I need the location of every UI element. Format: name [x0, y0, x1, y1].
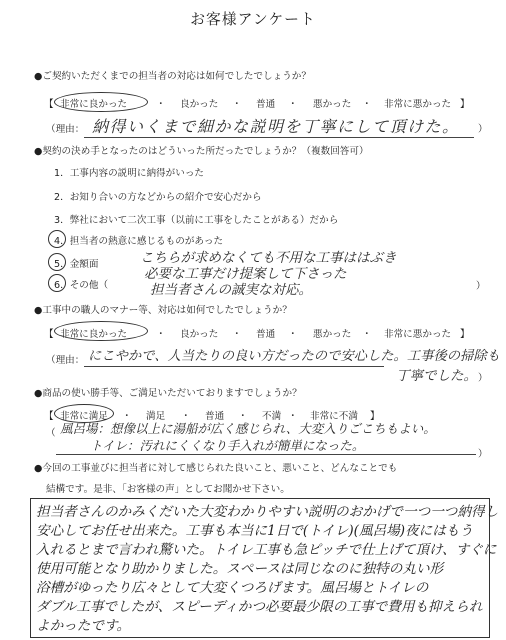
q4-reason-underline: [56, 454, 476, 455]
q3-sep-1: ・: [156, 329, 166, 340]
q4-sep-4: ・: [288, 411, 298, 422]
q1-reason-text: 納得いくまで細かな説明を丁寧にして頂けた。: [92, 117, 460, 136]
question-3: ●工事中の職人のマナー等、対応は如何でしたでしょうか？: [34, 305, 292, 316]
q2-note-line-2: 必要な工事だけ提案して下さった: [144, 266, 347, 282]
question-5: ●今回の工事並びに担当者に対して感じられた良いこと、悪いこと、どんなことでも: [34, 463, 398, 474]
q3-close-paren: ）: [478, 373, 488, 384]
q3-sep-2: ・: [232, 329, 242, 340]
answer-line-6: ダブル工事でしたが、スピーディかつ必要最少限の工事で費用も抑えられ: [36, 599, 483, 615]
q2-item-4[interactable]: 4．担当者の熱意に感じるものがあった: [54, 236, 224, 247]
q2-close-paren: ）: [476, 281, 486, 292]
q1-option-4[interactable]: 悪かった: [313, 99, 352, 110]
answer-line-1: 担当者さんのかみくだいた大変わかりやすい説明のおかげで一つ一つ納得し: [36, 504, 499, 520]
question-5-line-2: 結構です。是非、「お客様の声」としてお聞かせ下さい。: [46, 484, 290, 495]
q3-reason-underline: [84, 366, 384, 367]
q4-sep-3: ・: [238, 411, 248, 422]
q3-reason-line-1: にこやかで、人当たりの良い方だったので安心した。工事後の掃除も: [88, 349, 500, 364]
q3-close-bracket: 】: [460, 329, 470, 340]
q3-reason-line-2: 丁寧でした。: [396, 368, 477, 384]
answer-line-7: よかったです。: [36, 618, 131, 634]
q1-sep-4: ・: [362, 99, 372, 110]
q4-open-paren: （: [46, 428, 56, 439]
q1-reason-label: （理由：: [46, 124, 85, 135]
q1-close-bracket: 】: [460, 99, 470, 110]
q3-option-1[interactable]: 非常に良かった: [60, 329, 128, 340]
answer-line-4: 使用可能となり助かりました。スペースは同じなのに独特の丸い形: [36, 561, 444, 577]
q2-note-line-3: 担当者さんの誠実な対応。: [150, 282, 312, 298]
q1-sep-1: ・: [156, 99, 166, 110]
q3-reason-label: （理由：: [46, 355, 85, 366]
q2-item-3[interactable]: 3．弊社において二次工事（以前に工事をしたことがある）だから: [54, 215, 339, 226]
q2-item-1[interactable]: 1．工事内容の説明に納得がいった: [54, 168, 205, 179]
q1-option-5[interactable]: 非常に悪かった: [384, 99, 452, 110]
q3-option-3[interactable]: 普通: [256, 329, 276, 340]
q4-option-3[interactable]: 普通: [205, 411, 225, 422]
q4-sep-2: ・: [181, 411, 191, 422]
q3-sep-3: ・: [288, 329, 298, 340]
answer-line-5: 浴槽がゆったり広々として大変くつろげます。風呂場とトイレの: [36, 580, 429, 596]
q1-sep-3: ・: [288, 99, 298, 110]
question-2: ●契約の決め手となったのはどういった所だったでしょうか？（複数回答可）: [34, 146, 369, 157]
q1-close-paren: ）: [478, 124, 488, 135]
q2-item-5[interactable]: 5．金額面: [54, 259, 99, 270]
q4-sep-1: ・: [122, 411, 132, 422]
question-4: ●商品の使い勝手等、ご満足いただいておりますでしょうか？: [34, 388, 302, 399]
q3-open-bracket: 【: [44, 329, 54, 340]
q3-option-5[interactable]: 非常に悪かった: [384, 329, 452, 340]
q1-reason-underline: [84, 137, 474, 138]
q2-item-2[interactable]: 2．お知り合いの方などからの紹介で安心だから: [54, 192, 262, 203]
q1-option-3[interactable]: 普通: [256, 99, 276, 110]
q4-option-1[interactable]: 非常に満足: [60, 411, 108, 422]
q1-open-bracket: 【: [44, 99, 54, 110]
q2-item-6[interactable]: 6．その他（: [54, 280, 109, 291]
answer-line-3: 入れるとまで言われ驚いた。トイレ工事も急ピッチで仕上げて頂け、すぐに: [36, 542, 497, 558]
q3-sep-4: ・: [362, 329, 372, 340]
q1-option-1[interactable]: 非常に良かった: [60, 99, 128, 110]
q4-option-2[interactable]: 満足: [146, 411, 166, 422]
q1-option-2[interactable]: 良かった: [180, 99, 219, 110]
q4-close-paren: ）: [478, 449, 488, 460]
q4-close-bracket: 】: [370, 411, 380, 422]
q4-option-4[interactable]: 不満: [262, 411, 282, 422]
q1-sep-2: ・: [232, 99, 242, 110]
page-title: お客様アンケート: [190, 11, 316, 28]
q4-reason-line-2: トイレ：汚れにくくなり手入れが簡単になった。: [90, 438, 365, 453]
q4-reason-line-1: 風呂場：想像以上に湯船が広く感じられ、大変入りごこちもよい。: [60, 421, 436, 436]
q3-option-2[interactable]: 良かった: [180, 329, 219, 340]
question-1: ●ご契約いただくまでの担当者の対応は如何でしたでしょうか？: [34, 71, 311, 82]
q3-option-4[interactable]: 悪かった: [313, 329, 352, 340]
q4-option-5[interactable]: 非常に不満: [310, 411, 358, 422]
q4-open-bracket: 【: [44, 411, 54, 422]
answer-line-2: 安心してお任せ出来た。工事も本当に1日で(トイレ)(風呂場)夜にはもう: [36, 523, 473, 539]
q2-note-line-1: こちらが求めなくても不用な工事ははぶき: [140, 250, 397, 266]
